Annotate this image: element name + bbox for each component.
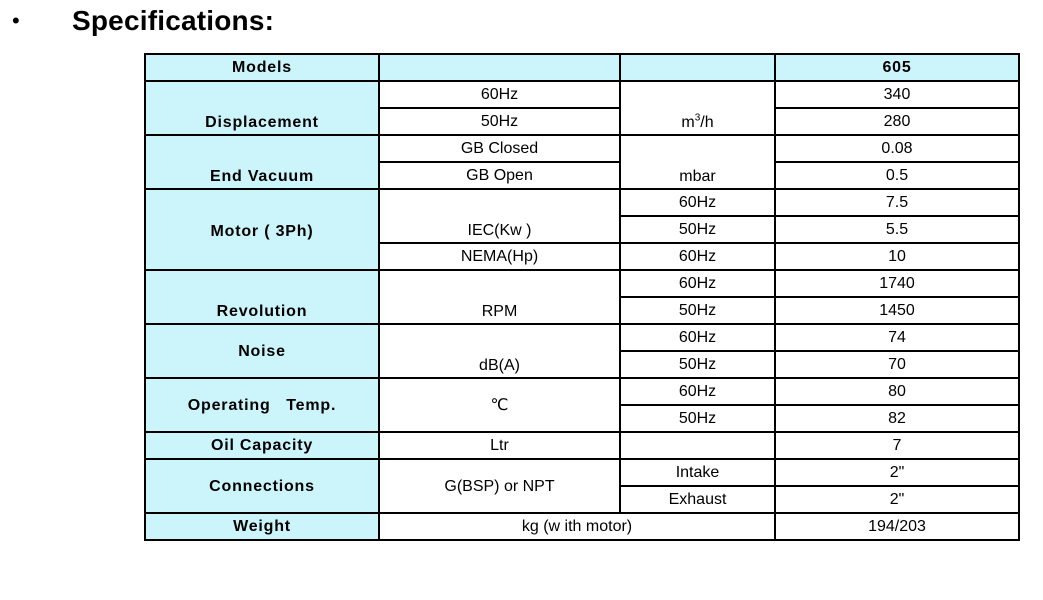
operating-temp-value: 82 <box>775 405 1019 432</box>
revolution-value: 1740 <box>775 270 1019 297</box>
revolution-freq: 50Hz <box>620 297 775 324</box>
operating-temp-label: Operating Temp. <box>145 378 379 432</box>
operating-temp-freq: 60Hz <box>620 378 775 405</box>
motor-freq: 60Hz <box>620 189 775 216</box>
motor-value: 5.5 <box>775 216 1019 243</box>
connections-port: Exhaust <box>620 486 775 513</box>
connections-value: 2" <box>775 459 1019 486</box>
noise-unit: dB(A) <box>379 324 620 378</box>
weight-unit: kg (w ith motor) <box>379 513 775 540</box>
unit-base: m <box>681 114 695 131</box>
end-vacuum-condition: GB Closed <box>379 135 620 162</box>
end-vacuum-value: 0.5 <box>775 162 1019 189</box>
unit-tail: /h <box>700 114 714 131</box>
noise-freq: 60Hz <box>620 324 775 351</box>
motor-freq: 60Hz <box>620 243 775 270</box>
displacement-unit <box>620 81 775 135</box>
displacement-freq: 50Hz <box>379 108 620 135</box>
table-row-connections-intake <box>145 459 1019 486</box>
table-row-revolution-60 <box>145 270 1019 297</box>
oil-capacity-blank <box>620 432 775 459</box>
motor-nema-label: NEMA(Hp) <box>379 243 620 270</box>
revolution-value: 1450 <box>775 297 1019 324</box>
revolution-unit: RPM <box>379 270 620 324</box>
operating-temp-unit: ℃ <box>379 378 620 432</box>
heading <box>0 0 600 44</box>
weight-value: 194/203 <box>775 513 1019 540</box>
table-row-end-vacuum-closed <box>145 135 1019 162</box>
revolution-label: Revolution <box>145 270 379 324</box>
connections-label: Connections <box>145 459 379 513</box>
oil-capacity-value: 7 <box>775 432 1019 459</box>
operating-temp-value: 80 <box>775 378 1019 405</box>
models-label: Models <box>145 54 379 81</box>
end-vacuum-value: 0.08 <box>775 135 1019 162</box>
end-vacuum-unit: mbar <box>620 135 775 189</box>
noise-value: 74 <box>775 324 1019 351</box>
connections-value: 2" <box>775 486 1019 513</box>
table-row-operating-temp-60 <box>145 378 1019 405</box>
specifications-table <box>144 53 1020 541</box>
motor-iec-label: IEC(Kw ) <box>379 189 620 243</box>
end-vacuum-condition: GB Open <box>379 162 620 189</box>
motor-freq: 50Hz <box>620 216 775 243</box>
operating-temp-freq: 50Hz <box>620 405 775 432</box>
motor-value: 7.5 <box>775 189 1019 216</box>
noise-value: 70 <box>775 351 1019 378</box>
noise-label: Noise <box>145 324 379 378</box>
table-row-displacement-60 <box>145 81 1019 108</box>
noise-freq: 50Hz <box>620 351 775 378</box>
connections-port: Intake <box>620 459 775 486</box>
unit-superscript: 3 <box>694 112 701 124</box>
motor-value: 10 <box>775 243 1019 270</box>
end-vacuum-label: End Vacuum <box>145 135 379 189</box>
table-row-noise-60 <box>145 324 1019 351</box>
page-title: Specifications: <box>72 5 275 36</box>
header-blank-cell <box>620 54 775 81</box>
header-blank-cell <box>379 54 620 81</box>
weight-label: Weight <box>145 513 379 540</box>
displacement-freq: 60Hz <box>379 81 620 108</box>
table-row-oil-capacity <box>145 432 1019 459</box>
oil-capacity-unit: Ltr <box>379 432 620 459</box>
oil-capacity-label: Oil Capacity <box>145 432 379 459</box>
table-row-weight <box>145 513 1019 540</box>
displacement-value: 340 <box>775 81 1019 108</box>
revolution-freq: 60Hz <box>620 270 775 297</box>
table-row-motor-60 <box>145 189 1019 216</box>
connections-type: G(BSP) or NPT <box>379 459 620 513</box>
model-number: 605 <box>775 54 1019 81</box>
motor-label: Motor ( 3Ph) <box>145 189 379 270</box>
displacement-label: Displacement <box>145 81 379 135</box>
displacement-value: 280 <box>775 108 1019 135</box>
bullet: • <box>12 8 20 33</box>
table-row-models <box>145 54 1019 81</box>
